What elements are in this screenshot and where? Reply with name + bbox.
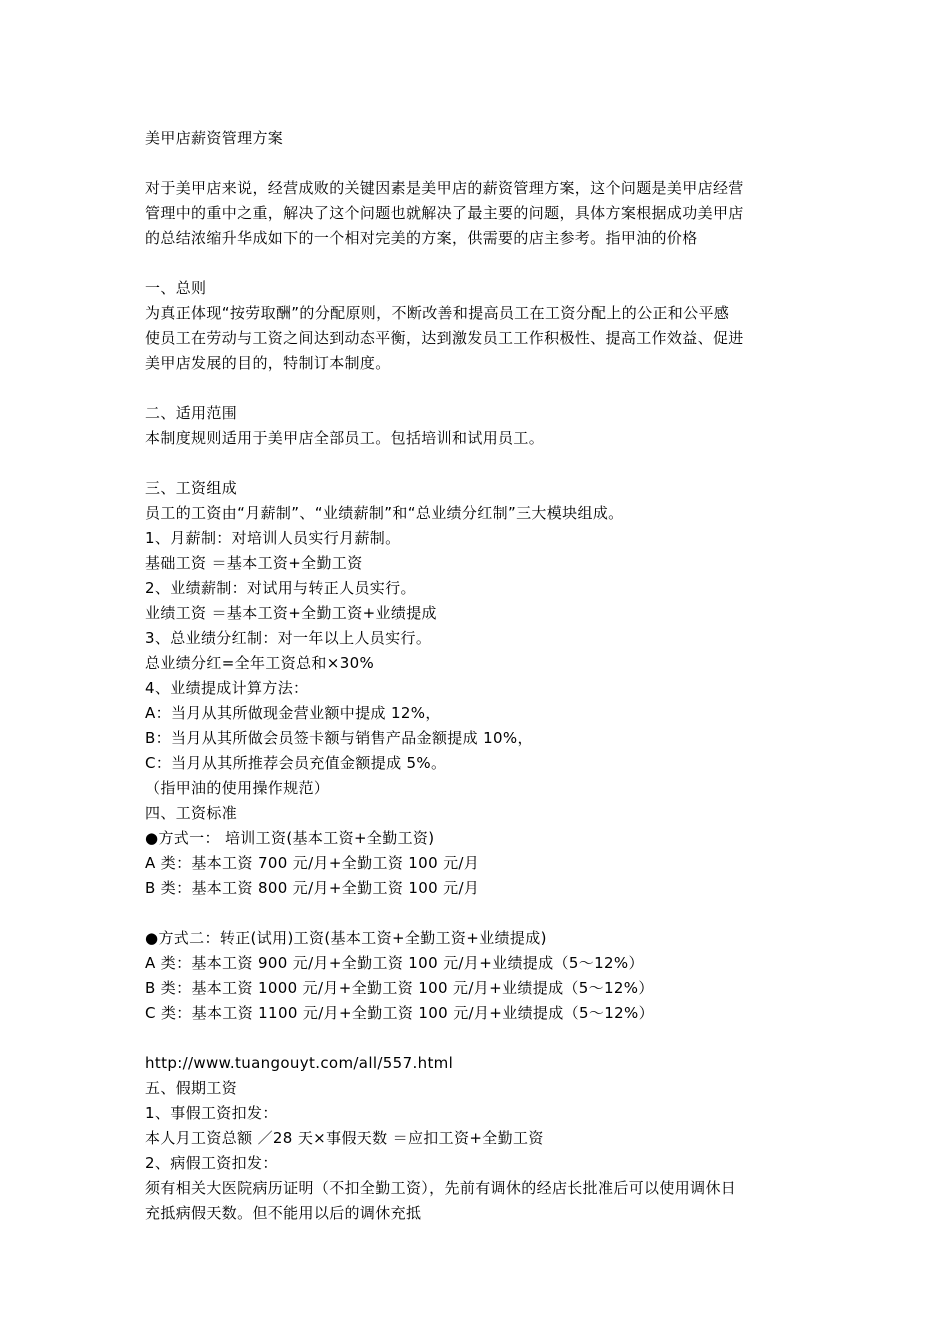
section-heading: 三、工资组成 — [145, 479, 238, 497]
paragraph-line: A 类：基本工资 900 元/月+全勤工资 100 元/月+业绩提成（5～12%） — [145, 954, 644, 972]
paragraph-line: 业绩工资 ＝基本工资+全勤工资+业绩提成 — [145, 604, 437, 622]
intro-line: 对于美甲店来说，经营成败的关键因素是美甲店的薪资管理方案，这个问题是美甲店经营 — [145, 179, 744, 197]
paragraph-line: 充抵病假天数。但不能用以后的调休充抵 — [145, 1204, 422, 1222]
spacer — [145, 451, 815, 476]
spacer — [145, 901, 815, 926]
paragraph-line: ●方式二：转正(试用)工资(基本工资+全勤工资+业绩提成) — [145, 929, 547, 947]
paragraph-line: C：当月从其所推荐会员充值金额提成 5%。 — [145, 754, 447, 772]
paragraph-line: A 类：基本工资 700 元/月+全勤工资 100 元/月 — [145, 854, 480, 872]
paragraph-line: A：当月从其所做现金营业额中提成 12%， — [145, 704, 441, 722]
paragraph-line: 为真正体现“按劳取酬”的分配原则，不断改善和提高员工在工资分配上的公正和公平感 — [145, 304, 730, 322]
section-heading: 二、适用范围 — [145, 404, 238, 422]
paragraph-line: 须有相关大医院病历证明（不扣全勤工资），先前有调休的经店长批准后可以使用调休日 — [145, 1179, 737, 1197]
paragraph-line: 本制度规则适用于美甲店全部员工。包括培训和试用员工。 — [145, 429, 545, 447]
paragraph-line: 1、事假工资扣发： — [145, 1104, 278, 1122]
paragraph-line: 1、月薪制：对培训人员实行月薪制。 — [145, 529, 401, 547]
paragraph-line: 2、业绩薪制：对试用与转正人员实行。 — [145, 579, 416, 597]
spacer — [145, 1026, 815, 1051]
spacer — [145, 376, 815, 401]
document-body — [145, 126, 815, 1226]
paragraph-line: 基础工资 ＝基本工资+全勤工资 — [145, 554, 363, 572]
paragraph-line: C 类：基本工资 1100 元/月+全勤工资 100 元/月+业绩提成（5～12%） — [145, 1004, 654, 1022]
paragraph-line: B 类：基本工资 800 元/月+全勤工资 100 元/月 — [145, 879, 480, 897]
paragraph-line: 本人月工资总额 ／28 天×事假天数 ＝应扣工资+全勤工资 — [145, 1129, 544, 1147]
section-heading: 一、总则 — [145, 279, 207, 297]
intro-line: 管理中的重中之重，解决了这个问题也就解决了最主要的问题，具体方案根据成功美甲店 — [145, 204, 744, 222]
paragraph-line: （指甲油的使用操作规范） — [145, 779, 330, 797]
document-title: 美甲店薪资管理方案 — [145, 129, 284, 147]
paragraph-line: 总业绩分红=全年工资总和×30% — [145, 654, 375, 672]
paragraph-line: B 类：基本工资 1000 元/月+全勤工资 100 元/月+业绩提成（5～12%） — [145, 979, 654, 997]
intro-line: 的总结浓缩升华成如下的一个相对完美的方案，供需要的店主参考。指甲油的价格 — [145, 229, 698, 247]
paragraph-line: 美甲店发展的目的，特制订本制度。 — [145, 354, 391, 372]
paragraph-line: 3、总业绩分红制：对一年以上人员实行。 — [145, 629, 432, 647]
section-heading: 四、工资标准 — [145, 804, 238, 822]
paragraph-line: ●方式一： 培训工资(基本工资+全勤工资) — [145, 829, 435, 847]
paragraph-line: 2、病假工资扣发： — [145, 1154, 278, 1172]
paragraph-line: 4、业绩提成计算方法： — [145, 679, 309, 697]
section-heading: 五、假期工资 — [145, 1079, 238, 1097]
paragraph-line: 使员工在劳动与工资之间达到动态平衡，达到激发员工工作积极性、提高工作效益、促进 — [145, 329, 744, 347]
url-text: http://www.tuangouyt.com/all/557.html — [145, 1054, 454, 1072]
spacer — [145, 251, 815, 276]
spacer — [145, 151, 815, 176]
paragraph-line: B：当月从其所做会员签卡额与销售产品金额提成 10%， — [145, 729, 533, 747]
paragraph-line: 员工的工资由“月薪制”、“业绩薪制”和“总业绩分红制”三大模块组成。 — [145, 504, 624, 522]
